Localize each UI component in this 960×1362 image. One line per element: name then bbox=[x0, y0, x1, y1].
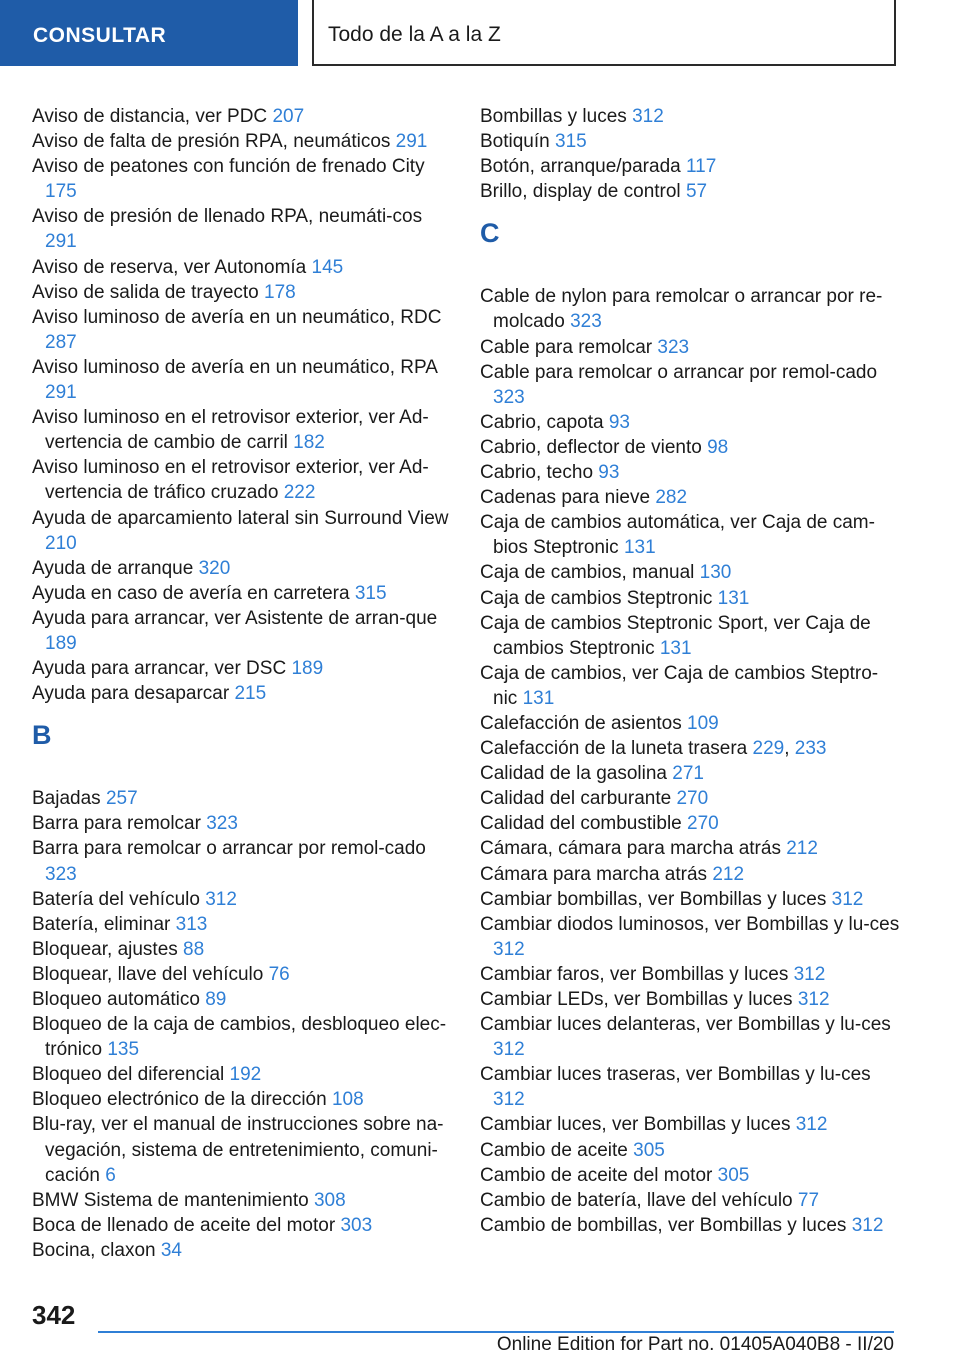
index-entry bbox=[480, 435, 900, 460]
index-entry bbox=[480, 560, 900, 585]
index-entry bbox=[480, 761, 900, 786]
page-reference-link[interactable]: 312 bbox=[851, 1214, 884, 1236]
page-reference-link[interactable]: 212 bbox=[786, 838, 818, 860]
page-reference-link[interactable]: 323 bbox=[493, 386, 525, 408]
page-reference-link[interactable]: 57 bbox=[685, 181, 708, 203]
index-entry-text: Bloqueo de la caja de cambios, desbloqueo elec-trónico bbox=[32, 1014, 447, 1061]
index-entry bbox=[480, 335, 900, 360]
index-letter-heading: B bbox=[32, 720, 52, 751]
page-reference-link[interactable]: 271 bbox=[672, 763, 704, 785]
index-entry-text: Bloqueo electrónico de la dirección bbox=[32, 1089, 332, 1111]
page-reference-link[interactable]: 320 bbox=[198, 557, 231, 579]
index-entry bbox=[480, 1163, 900, 1188]
index-entry bbox=[480, 1112, 900, 1137]
index-entry bbox=[32, 581, 452, 606]
index-entry-text: Aviso de reserva, ver Autonomía bbox=[32, 256, 312, 278]
index-entry-text: Ayuda en caso de avería en carretera bbox=[32, 582, 355, 604]
index-entry-text: Aviso de salida de trayecto bbox=[32, 281, 265, 303]
page-reference-link[interactable]: 182 bbox=[293, 432, 325, 454]
index-entry bbox=[32, 887, 452, 912]
index-entry-text: Caja de cambios automática, ver Caja de cam-bios Steptronic bbox=[480, 512, 875, 559]
page-reference-link[interactable]: 312 bbox=[493, 1039, 525, 1061]
chapter-title-tab bbox=[312, 0, 896, 66]
index-entry bbox=[480, 736, 900, 761]
index-entry-text: Cambiar luces traseras, ver Bombillas y lu-ces bbox=[480, 1064, 871, 1086]
index-entry bbox=[32, 912, 452, 937]
page-reference-link[interactable]: 178 bbox=[264, 281, 296, 303]
index-entry bbox=[480, 912, 900, 962]
page-reference-link[interactable]: 312 bbox=[493, 938, 525, 960]
index-entry-text: Cambiar bombillas, ver Bombillas y luces bbox=[480, 888, 832, 910]
page-reference-link[interactable]: 323 bbox=[45, 863, 77, 885]
index-entry bbox=[32, 255, 452, 280]
page-reference-link[interactable]: 131 bbox=[659, 637, 692, 659]
index-entry bbox=[480, 104, 900, 129]
index-entry-text: Calidad del combustible bbox=[480, 813, 688, 835]
index-entry bbox=[480, 1213, 900, 1238]
index-entry-text: Cambiar diodos luminosos, ver Bombillas y lu-ces bbox=[480, 913, 900, 935]
index-entry-text: Aviso de falta de presión RPA, neumáticos bbox=[32, 131, 396, 153]
index-entry-text: Barra para remolcar bbox=[32, 813, 207, 835]
index-entry bbox=[32, 1188, 452, 1213]
page-reference-link[interactable]: 291 bbox=[45, 382, 77, 404]
section-tab-consultar[interactable] bbox=[0, 0, 298, 66]
page-reference-link[interactable]: 175 bbox=[45, 181, 77, 203]
page-reference-link[interactable]: 145 bbox=[311, 256, 344, 278]
index-entry bbox=[32, 937, 452, 962]
index-entry bbox=[480, 460, 900, 485]
index-entry-text: Cambiar faros, ver Bombillas y luces bbox=[480, 963, 794, 985]
page-reference-link[interactable]: 6 bbox=[105, 1164, 116, 1186]
index-entry bbox=[32, 987, 452, 1012]
index-entry-text: Barra para remolcar o arrancar por remol-cado bbox=[32, 838, 426, 860]
page-reference-link[interactable]: 287 bbox=[45, 331, 77, 353]
index-entry bbox=[480, 862, 900, 887]
page-reference-link[interactable]: 323 bbox=[657, 336, 690, 358]
page-reference-link[interactable]: 34 bbox=[160, 1239, 182, 1261]
index-entry-text: Cámara para marcha atrás bbox=[480, 863, 713, 885]
page-header bbox=[0, 0, 960, 66]
page-number: 342 bbox=[32, 1300, 76, 1330]
index-entry bbox=[32, 786, 452, 811]
index-entry bbox=[480, 410, 900, 435]
index-entry bbox=[32, 962, 452, 987]
index-entry bbox=[480, 485, 900, 510]
index-entry-text: Aviso luminoso en el retrovisor exterior, ver Ad-vertencia de tráfico cruzado bbox=[32, 457, 429, 504]
index-entry bbox=[480, 661, 900, 711]
index-entry bbox=[32, 656, 452, 681]
index-entry bbox=[32, 1238, 452, 1263]
index-entry-text: Cabrio, techo bbox=[480, 462, 599, 484]
index-entry bbox=[32, 506, 452, 556]
index-entry bbox=[480, 1188, 900, 1213]
page-reference-link[interactable]: 131 bbox=[522, 687, 555, 709]
index-entry-text: Cambiar luces, ver Bombillas y luces bbox=[480, 1114, 796, 1136]
index-entry-text: Bloquear, ajustes bbox=[32, 938, 184, 960]
index-entry bbox=[480, 1138, 900, 1163]
index-entry-text: Calefacción de la luneta trasera bbox=[480, 738, 753, 760]
index-entry-text: Cabrio, capota bbox=[480, 411, 609, 433]
page-reference-link[interactable]: 312 bbox=[793, 963, 826, 985]
page-reference-link[interactable]: 88 bbox=[183, 938, 205, 960]
page-reference-link[interactable]: 312 bbox=[831, 888, 864, 910]
index-entry-text: Caja de cambios Steptronic Sport, ver Caja de cambios Steptronic bbox=[480, 612, 871, 659]
index-entry-text: Calidad del carburante bbox=[480, 788, 677, 810]
page-reference-link[interactable]: 291 bbox=[395, 131, 428, 153]
index-letter-heading: C bbox=[480, 218, 500, 249]
index-entry-text: Batería, eliminar bbox=[32, 913, 176, 935]
page-reference-link[interactable]: 135 bbox=[107, 1039, 140, 1061]
index-entry bbox=[32, 836, 452, 886]
index-entry-text: Batería del vehículo bbox=[32, 888, 206, 910]
index-entry-text: Cambio de batería, llave del vehículo bbox=[480, 1189, 798, 1211]
index-entry-text: Bocina, claxon bbox=[32, 1239, 161, 1261]
index-entry-text: Aviso de peatones con función de frenado City bbox=[32, 156, 425, 178]
page-reference-link[interactable]: 117 bbox=[686, 156, 717, 178]
index-entry bbox=[480, 1012, 900, 1062]
index-entry-text: Caja de cambios Steptronic bbox=[480, 587, 718, 609]
page-reference-link[interactable]: 192 bbox=[229, 1064, 262, 1086]
index-entry-text: Blu-ray, ver el manual de instrucciones sobre na-vegación, sistema de entretenimiento, comuni-cación bbox=[32, 1114, 444, 1186]
index-entry bbox=[480, 179, 900, 204]
index-entry bbox=[32, 355, 452, 405]
index-entry-text: Brillo, display de control bbox=[480, 181, 686, 203]
page-reference-link[interactable]: 131 bbox=[623, 537, 656, 559]
page-reference-link[interactable]: 308 bbox=[313, 1189, 346, 1211]
page-reference-link[interactable]: 315 bbox=[354, 582, 387, 604]
page-reference-link[interactable]: 305 bbox=[717, 1164, 750, 1186]
index-entry bbox=[32, 305, 452, 355]
page-reference-link[interactable]: 222 bbox=[283, 482, 316, 504]
page-reference-link[interactable]: 98 bbox=[707, 436, 729, 458]
page-reference-link[interactable]: 89 bbox=[205, 989, 227, 1010]
page-reference-link[interactable]: 312 bbox=[797, 989, 830, 1010]
index-entry bbox=[32, 154, 452, 204]
page-reference-link[interactable]: 312 bbox=[205, 888, 237, 910]
index-entry bbox=[32, 204, 452, 254]
index-entry-text: Bajadas bbox=[32, 788, 106, 810]
index-entry-text: Aviso de distancia, ver PDC bbox=[32, 106, 273, 127]
index-entry-text: Cambio de aceite bbox=[480, 1139, 634, 1161]
index-entry-text: Ayuda para desaparcar bbox=[32, 683, 235, 705]
index-entry-text: Cámara, cámara para marcha atrás bbox=[480, 838, 787, 860]
page-reference-link[interactable]: 93 bbox=[608, 411, 630, 433]
index-entry-text: BMW Sistema de mantenimiento bbox=[32, 1189, 314, 1211]
index-entry bbox=[32, 556, 452, 581]
page-reference-link[interactable]: 233 bbox=[794, 738, 827, 760]
page-reference-link[interactable]: 109 bbox=[687, 712, 719, 734]
index-entry-text: Cambio de bombillas, ver Bombillas y luces bbox=[480, 1214, 852, 1236]
index-entry-text: Cambio de aceite del motor bbox=[480, 1164, 718, 1186]
index-entry-text: Aviso luminoso en el retrovisor exterior, ver Ad-vertencia de cambio de carril bbox=[32, 407, 429, 454]
index-entry bbox=[32, 129, 452, 154]
index-entry-text: Bloquear, llave del vehículo bbox=[32, 963, 269, 985]
page-reference-link[interactable]: 229 bbox=[752, 738, 785, 760]
index-entry-text: Bloqueo automático bbox=[32, 989, 206, 1010]
chapter-title: Todo de la A a la Z bbox=[328, 23, 501, 46]
index-entry-text: Aviso luminoso de avería en un neumático, RDC bbox=[32, 306, 442, 328]
index-entry bbox=[480, 786, 900, 811]
index-entry-text: Boca de llenado de aceite del motor bbox=[32, 1214, 341, 1236]
index-entry bbox=[32, 606, 452, 656]
index-entry bbox=[480, 1062, 900, 1112]
index-entry bbox=[32, 1112, 452, 1187]
index-entry-text: Ayuda de aparcamiento lateral sin Surround View bbox=[32, 507, 449, 529]
page-reference-link[interactable]: 131 bbox=[717, 587, 750, 609]
page-reference-link[interactable]: 312 bbox=[493, 1089, 525, 1111]
index-entry bbox=[480, 987, 900, 1012]
page-reference-link[interactable]: 207 bbox=[272, 106, 305, 127]
section-tab-label: CONSULTAR bbox=[33, 24, 167, 47]
index-entry bbox=[32, 280, 452, 305]
footer-divider bbox=[98, 1331, 894, 1333]
page-reference-link[interactable]: 282 bbox=[655, 487, 688, 509]
edition-note: Online Edition for Part no. 01405A040B8 - II/20 bbox=[496, 1334, 894, 1355]
index-entry bbox=[480, 284, 900, 334]
index-entry bbox=[480, 360, 900, 410]
index-entry bbox=[480, 887, 900, 912]
index-entry bbox=[480, 836, 900, 861]
page-reference-link[interactable]: 212 bbox=[712, 863, 745, 885]
index-entry bbox=[480, 510, 900, 560]
index-entry bbox=[32, 405, 452, 455]
page-reference-link[interactable]: 313 bbox=[175, 913, 208, 935]
page-reference-link[interactable]: 315 bbox=[555, 131, 587, 153]
page-reference-link[interactable]: 312 bbox=[632, 106, 664, 127]
index-entry bbox=[480, 962, 900, 987]
page-reference-link[interactable]: 270 bbox=[687, 813, 719, 835]
index-entry-text: Caja de cambios, manual bbox=[480, 562, 700, 584]
index-entry bbox=[32, 455, 452, 505]
index-entry bbox=[480, 129, 900, 154]
index-entry-text: Ayuda para arrancar, ver DSC bbox=[32, 658, 292, 680]
index-entry-text: Bloqueo del diferencial bbox=[32, 1064, 230, 1086]
index-entry bbox=[32, 1012, 452, 1062]
page-reference-link[interactable]: 76 bbox=[268, 963, 290, 985]
index-entry-text: Ayuda para arrancar, ver Asistente de arran-que bbox=[32, 607, 438, 629]
index-entry bbox=[480, 611, 900, 661]
index-entry-text: Cadenas para nieve bbox=[480, 487, 656, 509]
index-entry-text: Aviso de presión de llenado RPA, neumáti-cos bbox=[32, 206, 423, 228]
index-column-right bbox=[480, 104, 900, 1238]
page-reference-link[interactable]: 93 bbox=[598, 462, 620, 484]
index-entry-text: Bombillas y luces bbox=[480, 106, 633, 127]
page-reference-link[interactable]: 305 bbox=[633, 1139, 665, 1161]
index-entry-text: Calefacción de asientos bbox=[480, 712, 688, 734]
page-reference-link[interactable]: 270 bbox=[676, 788, 709, 810]
index-entry-text: Cabrio, deflector de viento bbox=[480, 436, 708, 458]
page-reference-link[interactable]: 189 bbox=[45, 632, 77, 654]
index-entry bbox=[32, 681, 452, 706]
index-column-left bbox=[32, 104, 452, 1263]
index-entry bbox=[32, 1087, 452, 1112]
page-separator: , bbox=[784, 738, 795, 760]
index-entry-text: Botón, arranque/parada bbox=[480, 156, 686, 178]
index-entry bbox=[32, 104, 452, 129]
index-entry-text: Calidad de la gasolina bbox=[480, 763, 673, 785]
index-entry bbox=[32, 811, 452, 836]
index-entry-text: Cambiar LEDs, ver Bombillas y luces bbox=[480, 989, 798, 1010]
page-reference-link[interactable]: 312 bbox=[795, 1114, 828, 1136]
index-entry bbox=[480, 586, 900, 611]
index-entry-text: Caja de cambios, ver Caja de cambios Steptro-nic bbox=[480, 662, 879, 709]
index-entry-text: Botiquín bbox=[480, 131, 555, 153]
index-entry bbox=[32, 1062, 452, 1087]
page-reference-link[interactable]: 303 bbox=[340, 1214, 373, 1236]
index-entry-text: Ayuda de arranque bbox=[32, 557, 199, 579]
page-reference-link[interactable]: 323 bbox=[206, 813, 238, 835]
index-entry-text: Cable de nylon para remolcar o arrancar por re-molcado bbox=[480, 286, 883, 333]
page-reference-link[interactable]: 291 bbox=[45, 231, 77, 253]
page-reference-link[interactable]: 257 bbox=[105, 788, 138, 810]
page-reference-link[interactable]: 108 bbox=[331, 1089, 364, 1111]
page-reference-link[interactable]: 130 bbox=[699, 562, 732, 584]
index-entry-text: Cable para remolcar o arrancar por remol-cado bbox=[480, 361, 878, 383]
index-entry bbox=[480, 811, 900, 836]
page-reference-link[interactable]: 189 bbox=[291, 658, 324, 680]
page-reference-link[interactable]: 323 bbox=[570, 311, 602, 333]
index-entry-text: Cable para remolcar bbox=[480, 336, 658, 358]
page-reference-link[interactable]: 77 bbox=[797, 1189, 820, 1211]
index-entry bbox=[480, 154, 900, 179]
page-reference-link[interactable]: 210 bbox=[45, 532, 77, 554]
index-entry-text: Aviso luminoso de avería en un neumático, RPA bbox=[32, 356, 437, 378]
page-reference-link[interactable]: 215 bbox=[234, 683, 267, 705]
index-entry bbox=[32, 1213, 452, 1238]
index-entry-text: Cambiar luces delanteras, ver Bombillas y lu-ces bbox=[480, 1014, 891, 1036]
index-entry bbox=[480, 711, 900, 736]
